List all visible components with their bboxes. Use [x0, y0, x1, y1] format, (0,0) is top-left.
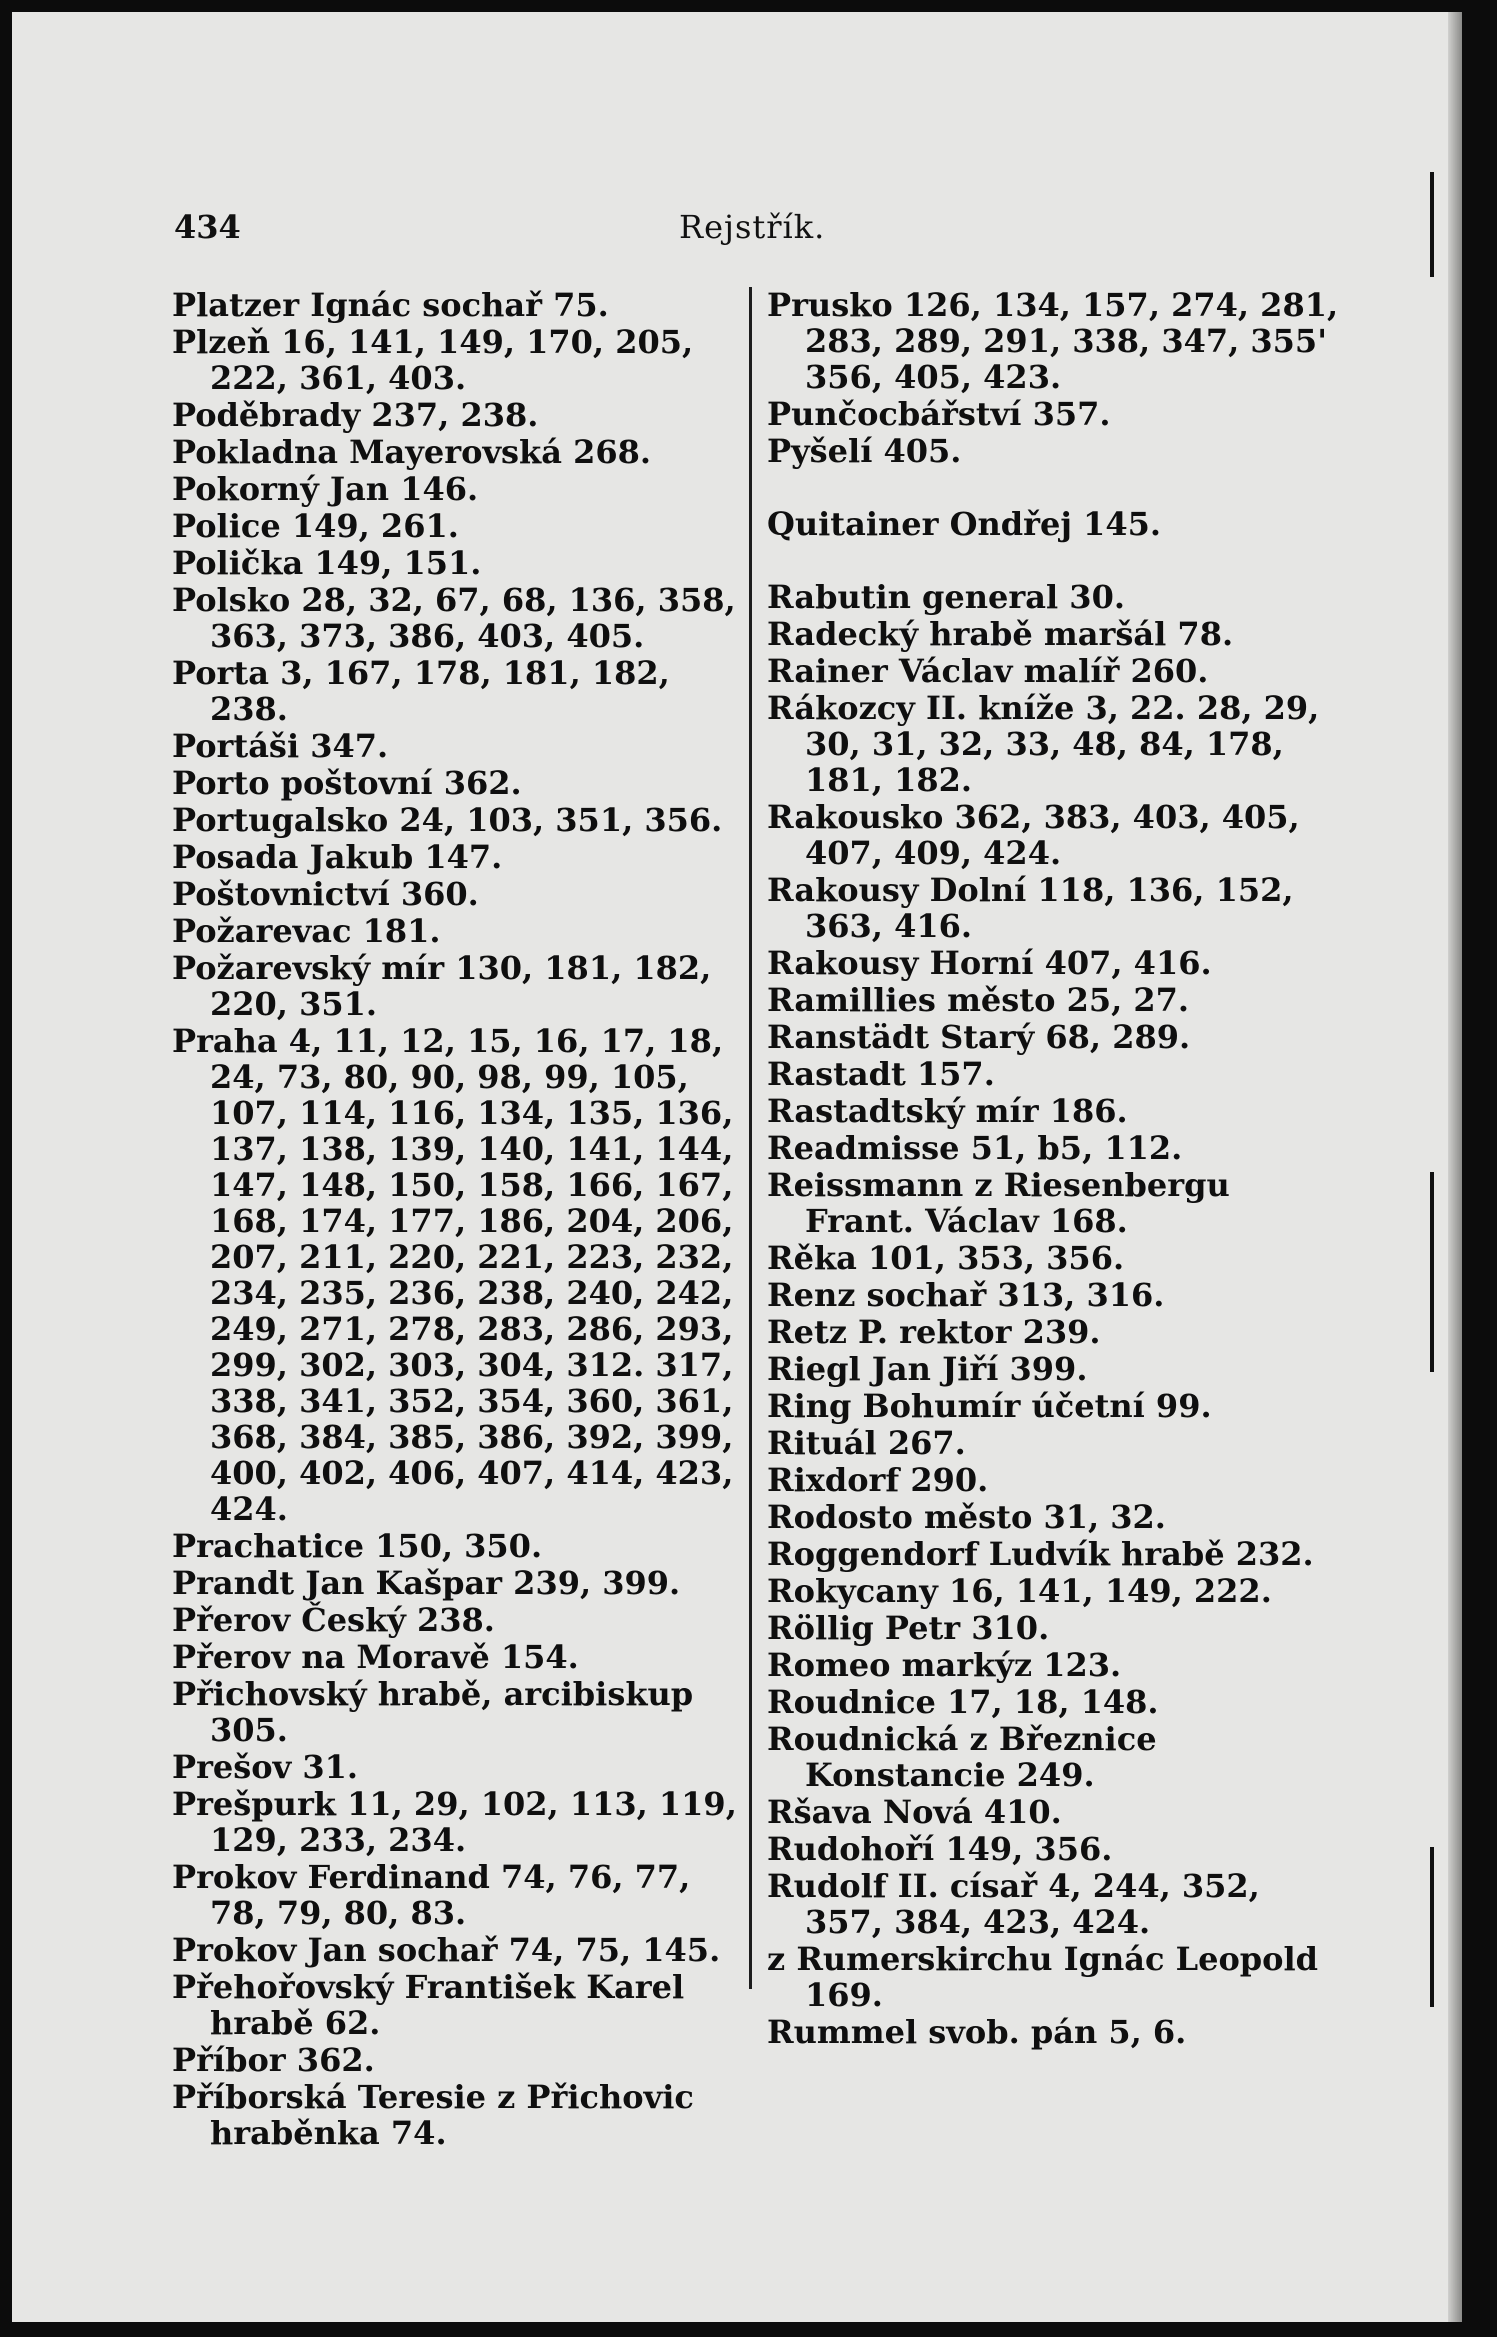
- index-entry: Romeo markýz 123.: [767, 1646, 1122, 1684]
- index-entry: Posada Jakub 147.: [172, 838, 503, 876]
- index-entry: Rakousy Dolní 118, 136, 152, 363, 416.: [767, 871, 1294, 945]
- index-entry: Rakousko 362, 383, 403, 405, 407, 409, 424.: [767, 798, 1300, 872]
- index-entry: Radecký hrabě maršál 78.: [767, 615, 1234, 653]
- index-entry: Požarevský mír 130, 181, 182, 220, 351.: [172, 949, 712, 1023]
- page-edge-shadow: [1448, 12, 1462, 2322]
- index-entry: Ranstädt Starý 68, 289.: [767, 1018, 1191, 1056]
- index-entry: Prešov 31.: [172, 1748, 359, 1786]
- index-entry: Rudohoří 149, 356.: [767, 1830, 1113, 1868]
- index-entry: z Rumerskirchu Ignác Leopold 169.: [767, 1940, 1319, 2014]
- index-entry: Rodosto město 31, 32.: [767, 1498, 1166, 1536]
- index-entry: Pokorný Jan 146.: [172, 470, 479, 508]
- index-entry: Roggendorf Ludvík hrabě 232.: [767, 1535, 1314, 1573]
- index-entry: Riegl Jan Jiří 399.: [767, 1350, 1088, 1388]
- page-title: Rejstřík.: [679, 208, 826, 246]
- index-entry: Platzer Ignác sochař 75.: [172, 286, 609, 324]
- index-entry: Retz P. rektor 239.: [767, 1313, 1101, 1351]
- column-divider: [749, 287, 752, 1989]
- page-header: [174, 207, 824, 252]
- index-entry: Renz sochař 313, 316.: [767, 1276, 1165, 1314]
- index-entry: Prokov Ferdinand 74, 76, 77, 78, 79, 80, 83.: [172, 1858, 691, 1932]
- index-entry: Portugalsko 24, 103, 351, 356.: [172, 801, 723, 839]
- index-entry: Pokladna Mayerovská 268.: [172, 433, 652, 471]
- index-entry: Přichovský hrabě, arcibiskup 305.: [172, 1675, 694, 1749]
- index-entry: Prandt Jan Kašpar 239, 399.: [172, 1564, 681, 1602]
- book-page: [12, 12, 1462, 2322]
- index-entry: Roudnická z Březnice Konstancie 249.: [767, 1720, 1157, 1794]
- index-entry: Přerov Český 238.: [172, 1601, 495, 1639]
- index-entry: Porto poštovní 362.: [172, 764, 522, 802]
- index-entry: Ring Bohumír účetní 99.: [767, 1387, 1212, 1425]
- index-entry: Rummel svob. pán 5, 6.: [767, 2013, 1187, 2051]
- index-entry: Röllig Petr 310.: [767, 1609, 1050, 1647]
- index-entry: Příbor 362.: [172, 2041, 375, 2079]
- index-entry: Readmisse 51, b5, 112.: [767, 1129, 1183, 1167]
- index-entry: Ramillies město 25, 27.: [767, 981, 1190, 1019]
- index-entry: Prusko 126, 134, 157, 274, 281, 283, 289, 291, 338, 347, 355' 356, 405, 423.: [767, 286, 1339, 396]
- right-binding-mark-top: [1430, 172, 1434, 277]
- index-entry: Rákozcy II. kníže 3, 22. 28, 29, 30, 31, 32, 33, 48, 84, 178, 181, 182.: [767, 689, 1320, 799]
- index-entry: Přehořovský František Karel hrabě 62.: [172, 1968, 685, 2042]
- index-entry: Police 149, 261.: [172, 507, 459, 545]
- right-index-column: [767, 287, 1342, 2051]
- index-entry: Požarevac 181.: [172, 912, 441, 950]
- section-gap: [767, 543, 1342, 579]
- right-binding-mark-bottom: [1430, 1847, 1434, 2007]
- index-entry: Ršava Nová 410.: [767, 1793, 1062, 1831]
- index-entry: Rokycany 16, 141, 149, 222.: [767, 1572, 1272, 1610]
- index-entry: Rakousy Horní 407, 416.: [767, 944, 1212, 982]
- index-entry: Punčocbářství 357.: [767, 395, 1111, 433]
- index-entry: Rituál 267.: [767, 1424, 966, 1462]
- index-entry: Rainer Václav malíř 260.: [767, 652, 1209, 690]
- index-entry: Reissmann z Riesenbergu Frant. Václav 168.: [767, 1166, 1230, 1240]
- page-number: 434: [174, 208, 241, 246]
- index-entry: Plzeň 16, 141, 149, 170, 205, 222, 361, 403.: [172, 323, 694, 397]
- index-entry: Portáši 347.: [172, 727, 389, 765]
- index-entry: Rudolf II. císař 4, 244, 352, 357, 384, 423, 424.: [767, 1867, 1260, 1941]
- index-entry: Přerov na Moravě 154.: [172, 1638, 579, 1676]
- index-entry: Rastadt 157.: [767, 1055, 995, 1093]
- index-entry: Poděbrady 237, 238.: [172, 396, 539, 434]
- index-entry: Příborská Teresie z Přichovic hraběnka 74.: [172, 2078, 694, 2152]
- index-entry: Roudnice 17, 18, 148.: [767, 1683, 1159, 1721]
- index-entry: Rabutin general 30.: [767, 578, 1125, 616]
- index-entry: Rastadtský mír 186.: [767, 1092, 1128, 1130]
- index-entry: Rěka 101, 353, 356.: [767, 1239, 1125, 1277]
- index-entry: Poštovnictví 360.: [172, 875, 479, 913]
- index-entry: Prachatice 150, 350.: [172, 1527, 543, 1565]
- index-entry: Quitainer Ondřej 145.: [767, 505, 1161, 543]
- right-binding-mark-middle: [1430, 1172, 1434, 1372]
- index-entry: Rixdorf 290.: [767, 1461, 989, 1499]
- index-entry: Porta 3, 167, 178, 181, 182, 238.: [172, 654, 670, 728]
- index-entry: Prokov Jan sochař 74, 75, 145.: [172, 1931, 721, 1969]
- section-gap: [767, 470, 1342, 506]
- index-entry: Prešpurk 11, 29, 102, 113, 119, 129, 233, 234.: [172, 1785, 737, 1859]
- left-index-column: [172, 287, 742, 2152]
- index-entry: Pyšelí 405.: [767, 432, 962, 470]
- index-entry: Praha 4, 11, 12, 15, 16, 17, 18, 24, 73, 80, 90, 98, 99, 105, 107, 114, 116, 134, 135, 136, 137, 138, 139, 140, 141, 144, 147, 148, 150, 158, 166, 167, 168, 174, 177, 186, 204, 206, 207, 211, 220, 221, 223, 232, 234, 235, 236, 238, 240, 242, 249, 271, 278, 283, 286, 293, 299, 302, 303, 304, 312. 317, 338, 341, 352, 354, 360, 361, 368, 384, 385, 386, 392, 399, 400, 402, 406, 407, 414, 423, 424.: [172, 1022, 734, 1528]
- index-entry: Polsko 28, 32, 67, 68, 136, 358, 363, 373, 386, 403, 405.: [172, 581, 736, 655]
- index-entry: Polička 149, 151.: [172, 544, 482, 582]
